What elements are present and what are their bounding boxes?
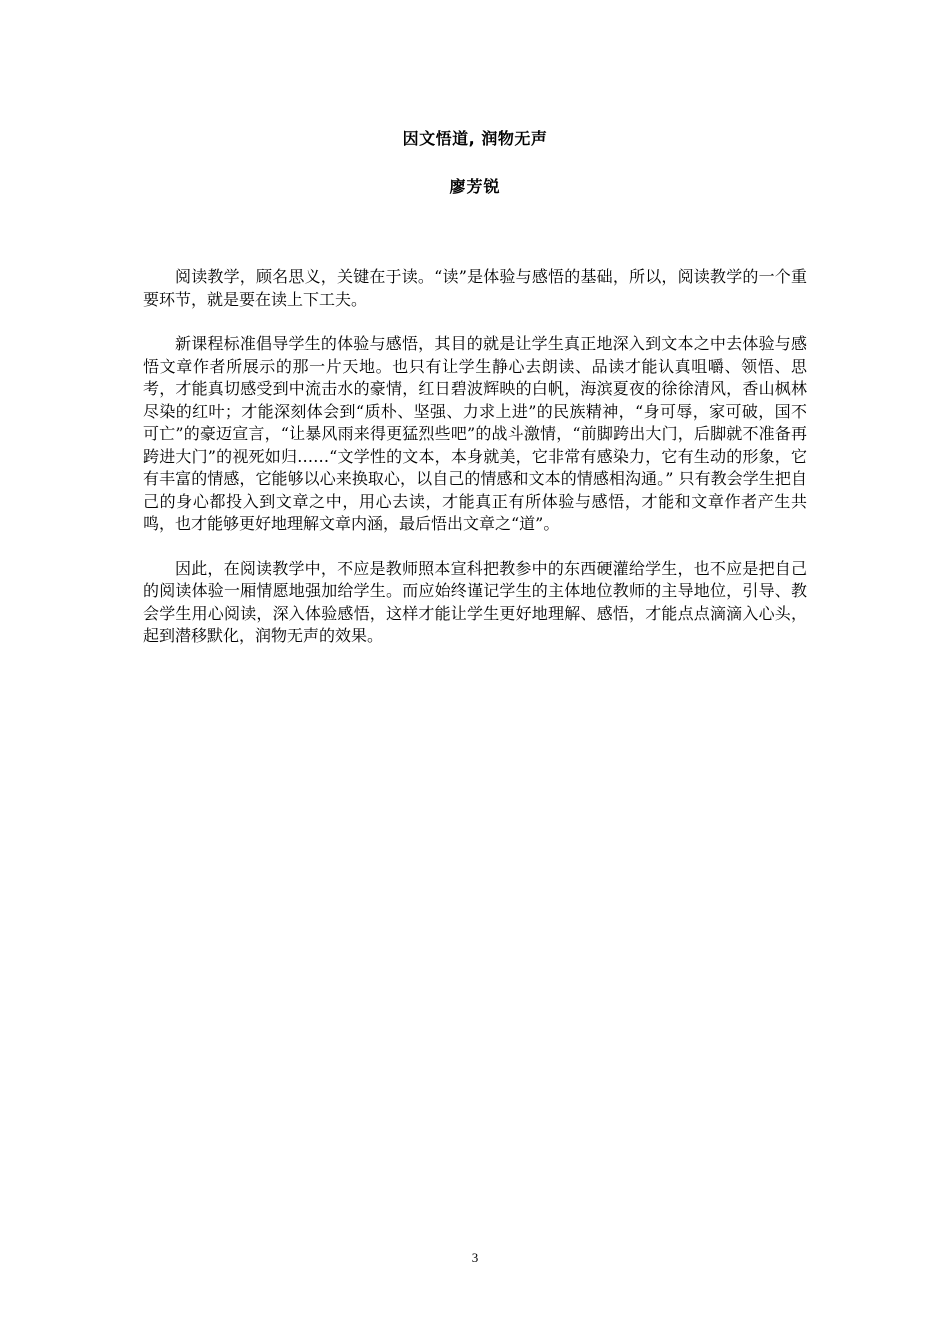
document-body — [143, 266, 807, 670]
page-number: 3 — [471, 1250, 479, 1265]
document-title: 因文悟道, 润物无声 — [402, 129, 548, 148]
paragraph-3: 因此，在阅读教学中，不应是教师照本宣科把教参中的东西硬灌给学生，也不应是把自己的阅读体验一厢情愿地强加给学生。而应始终谨记学生的主体地位教师的主导地位，引导、教会学生用心阅读，深入体验感悟，这样才能让学生更好地理解、感悟，才能点点滴滴入心头，起到潜移默化，润物无声的效果。 — [143, 558, 807, 645]
paragraph-2: 新课程标准倡导学生的体验与感悟，其目的就是让学生真正地深入到文本之中去体验与感悟文章作者所展示的那一片天地。也只有让学生静心去朗读、品读才能认真咀嚼、领悟、思考，才能真切感受到中流击水的豪情，红日碧波辉映的白帆，海滨夏夜的徐徐清风，香山枫林尽染的红叶；才能深刻体会到“质朴、坚强、力求上进”的民族精神，“身可辱，家可破，国不可亡”的豪迈宣言，“让暴风雨来得更猛烈些吧”的战斗激情，“前脚跨出大门，后脚就不准备再跨进大门”的视死如归……“文学性的文本，本身就美，它非常有感染力，它有生动的形象，它有丰富的情感，它能够以心来换取心，以自己的情感和文本的情感相沟通。” 只有教会学生把自己的身心都投入到文章之中，用心去读，才能真正有所体验与感悟，才能和文章作者产生共鸣，也才能够更好地理解文章内涵，最后悟出文章之“道”。 — [143, 334, 807, 533]
paragraph-1: 阅读教学，顾名思义，关键在于读。“读”是体验与感悟的基础，所以，阅读教学的一个重要环节，就是要在读上下工夫。 — [143, 267, 807, 309]
document-author: 廖芳锐 — [449, 177, 501, 196]
